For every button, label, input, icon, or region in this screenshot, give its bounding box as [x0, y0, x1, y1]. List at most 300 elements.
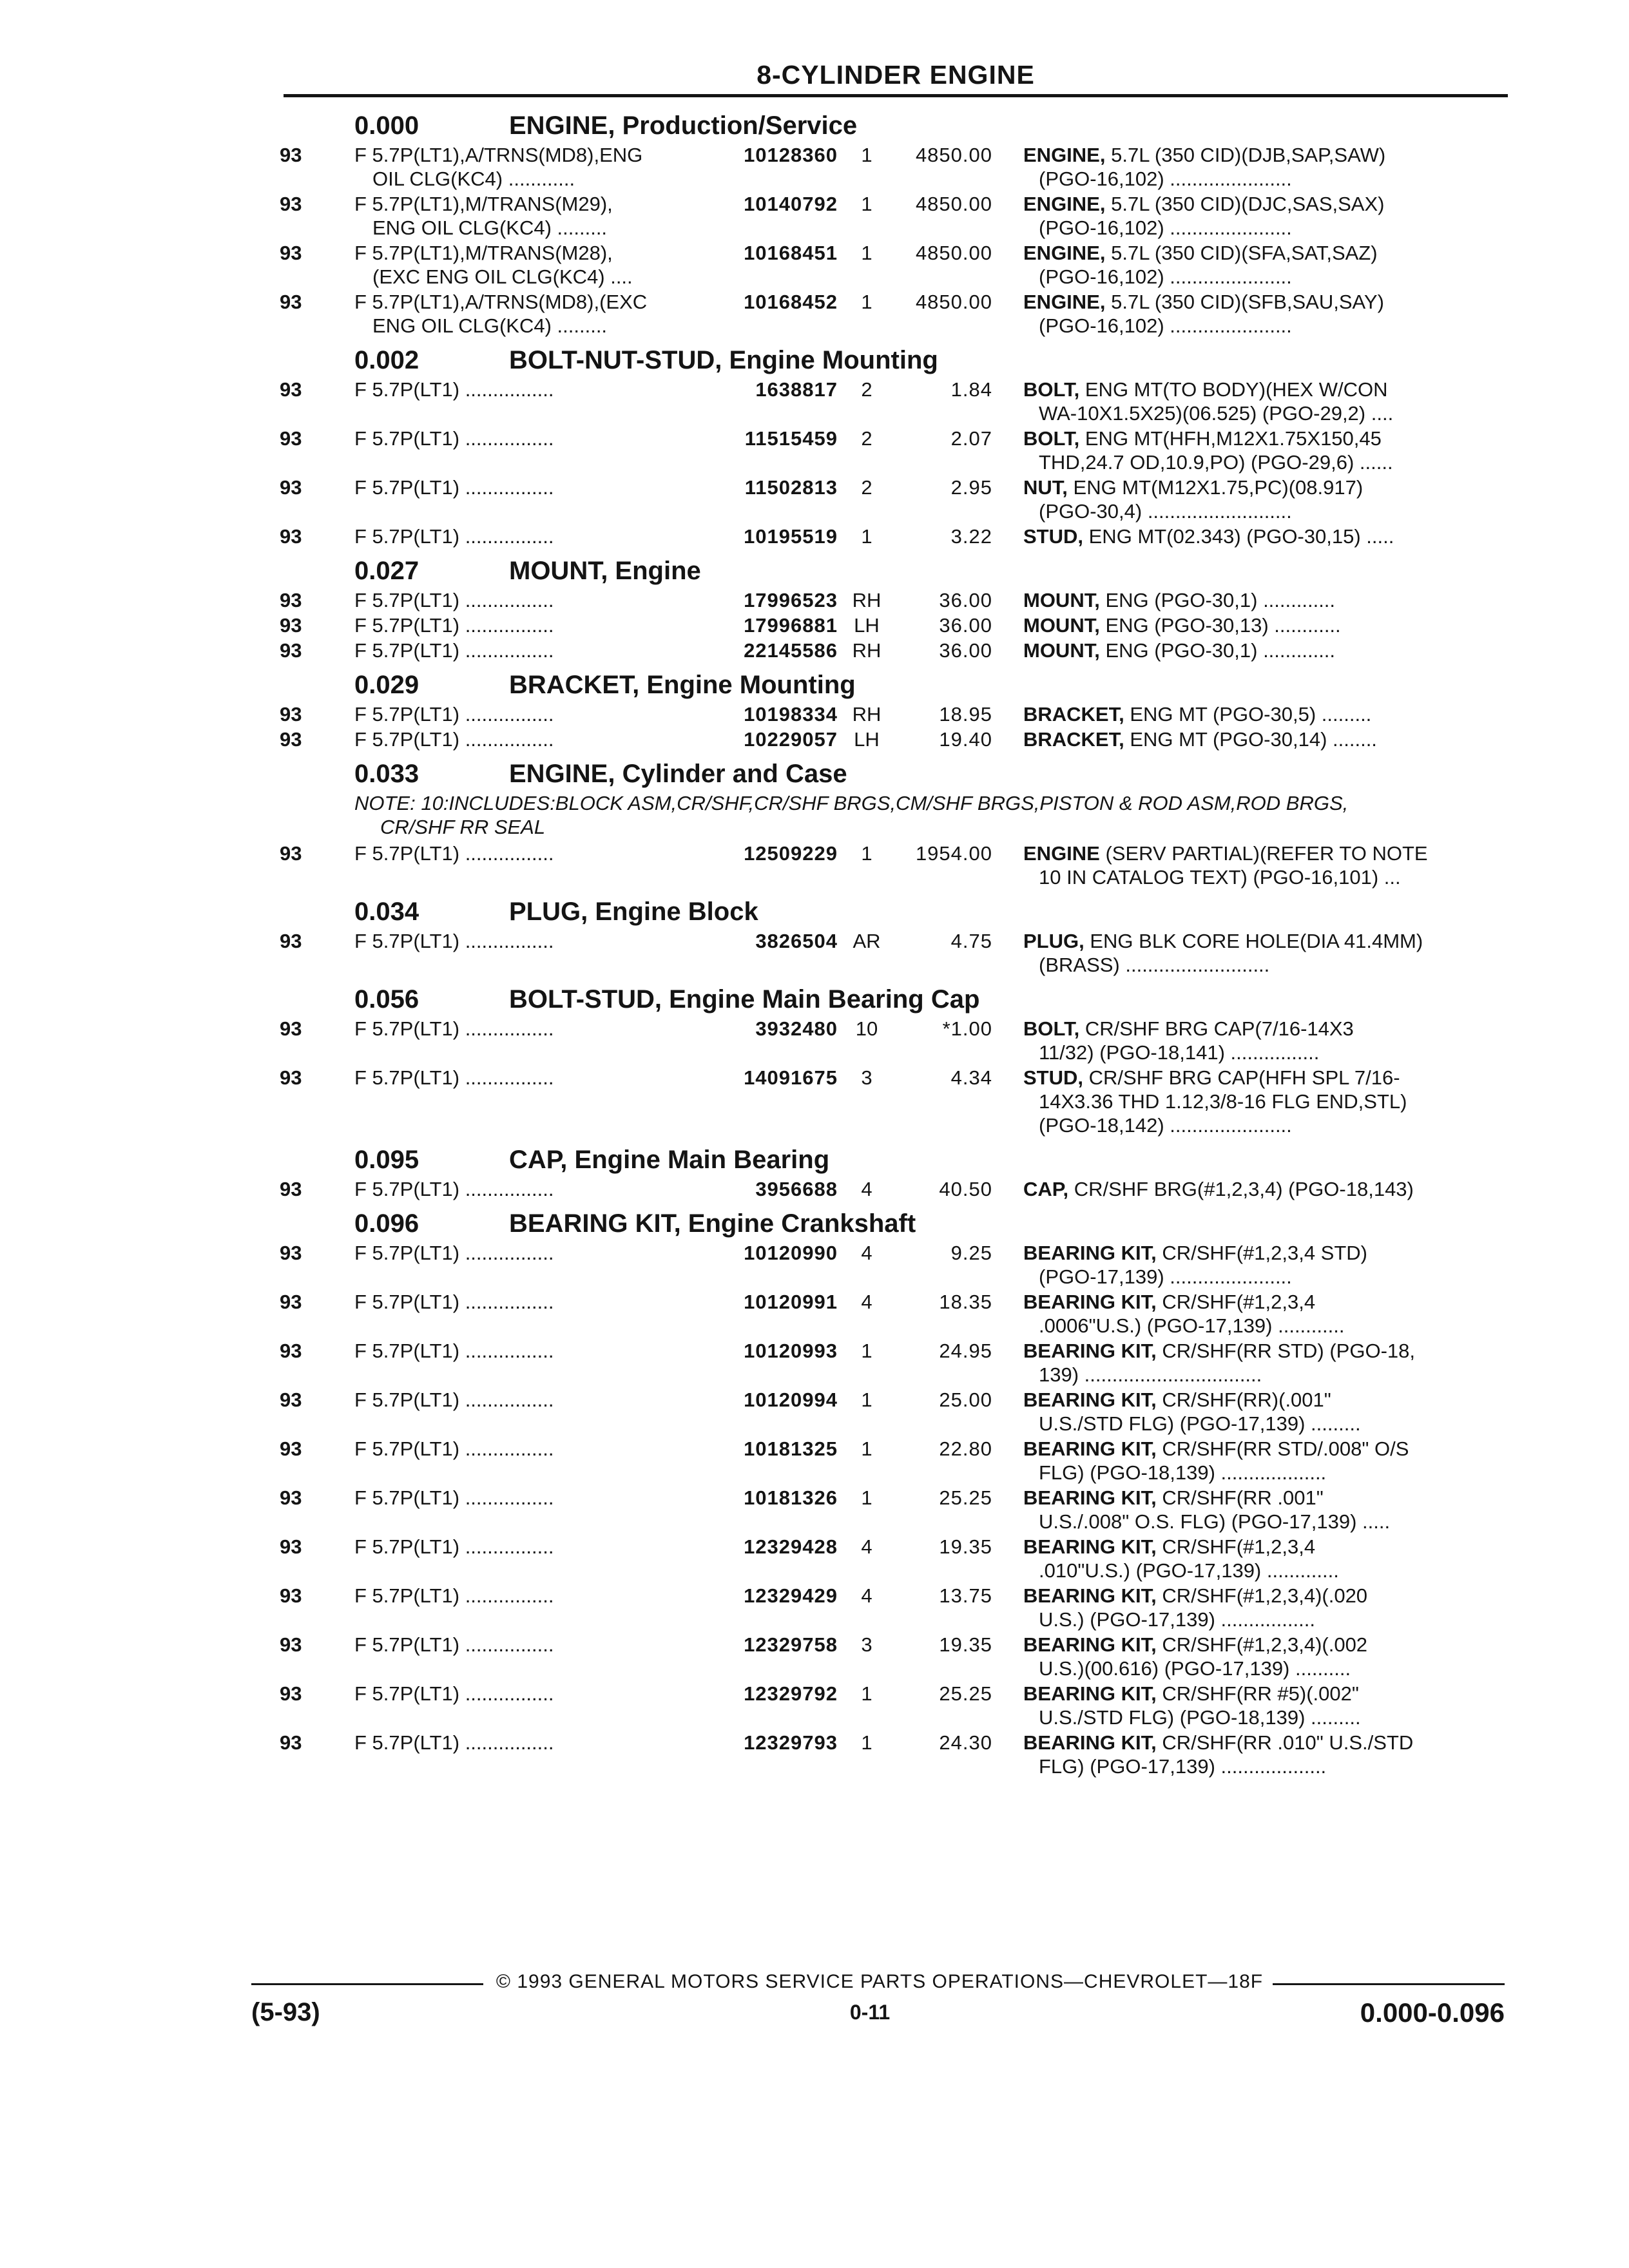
part-name-text: ENG MT(HFH,M12X1.75X150,45 — [1084, 427, 1382, 450]
part-row — [251, 1682, 1514, 1729]
application-description — [348, 1437, 702, 1461]
part-name — [992, 1731, 1514, 1778]
price: 2.07 — [950, 427, 992, 450]
part-row — [251, 1066, 1514, 1137]
part-name-continuation: (PGO-16,102) ...................... — [1039, 314, 1292, 337]
section-title: ENGINE, Cylinder and Case — [509, 760, 847, 788]
application-description — [348, 290, 702, 338]
part-row — [251, 929, 1514, 977]
quantity: 1 — [861, 842, 872, 865]
quantity: 1 — [861, 1682, 872, 1705]
part-name-text: CR/SHF(RR STD) (PGO-18, — [1162, 1340, 1415, 1362]
price: 4.75 — [950, 930, 992, 952]
part-row — [251, 1437, 1514, 1485]
quantity: 4 — [861, 1291, 872, 1313]
quantity: 4 — [861, 1584, 872, 1607]
part-row — [251, 1177, 1514, 1201]
part-name-line — [1023, 1388, 1508, 1412]
application-description — [348, 1177, 702, 1201]
part-number: 3826504 — [755, 930, 838, 952]
application-description — [348, 1633, 702, 1657]
part-name-continuation: FLG) (PGO-18,139) ................... — [1039, 1461, 1327, 1484]
quantity: AR — [853, 930, 881, 952]
section-title: CAP, Engine Main Bearing — [509, 1146, 830, 1174]
price: 36.00 — [939, 639, 992, 662]
quantity: LH — [854, 614, 880, 637]
part-row — [251, 290, 1514, 338]
part-name-keyword: BEARING KIT, — [1023, 1291, 1157, 1313]
quantity: 1 — [861, 1731, 872, 1754]
section-title: BRACKET, Engine Mounting — [509, 671, 856, 699]
part-name — [992, 1066, 1514, 1137]
part-name-keyword: BEARING KIT, — [1023, 1731, 1157, 1754]
section-header — [251, 339, 1514, 378]
part-name — [992, 524, 1514, 548]
footer-rule-left — [251, 1983, 483, 1985]
description-line: F 5.7P(LT1) ................ — [354, 1437, 554, 1460]
part-name-text: ENG BLK CORE HOLE(DIA 41.4MM) — [1090, 930, 1423, 952]
price: *1.00 — [942, 1017, 992, 1040]
part-row — [251, 1486, 1514, 1533]
part-number: 10128360 — [744, 144, 838, 166]
description-line: F 5.7P(LT1),A/TRNS(MD8),(EXC — [354, 291, 648, 313]
quantity: 3 — [861, 1066, 872, 1089]
application-description — [348, 613, 702, 637]
part-number: 10120990 — [744, 1242, 838, 1264]
part-row — [251, 1731, 1514, 1778]
part-row — [251, 476, 1514, 523]
part-row — [251, 143, 1514, 191]
section — [251, 890, 1514, 977]
part-name — [992, 143, 1514, 191]
application-description — [348, 192, 702, 240]
part-name — [992, 1535, 1514, 1582]
quantity: 1 — [861, 525, 872, 548]
part-name-line — [1023, 1290, 1508, 1314]
part-row — [251, 1633, 1514, 1680]
part-row — [251, 727, 1514, 751]
part-number: 10195519 — [744, 525, 838, 548]
part-name-line — [1023, 702, 1508, 726]
section-header — [251, 550, 1514, 588]
model-year: 93 — [280, 242, 302, 264]
application-description — [348, 1682, 702, 1706]
part-number: 12509229 — [744, 842, 838, 865]
part-name-line — [1023, 1017, 1508, 1041]
part-name — [992, 1437, 1514, 1485]
part-name — [992, 192, 1514, 240]
model-year: 93 — [280, 728, 302, 751]
part-name-continuation: U.S./STD FLG) (PGO-17,139) ......... — [1039, 1412, 1361, 1435]
price: 18.35 — [939, 1291, 992, 1313]
part-name-keyword: BEARING KIT, — [1023, 1486, 1157, 1509]
part-name-text: ENG MT(02.343) (PGO-30,15) ..... — [1088, 525, 1394, 548]
description-line: F 5.7P(LT1) ................ — [354, 1486, 554, 1509]
part-name-line — [1023, 1177, 1508, 1201]
section — [251, 753, 1514, 889]
model-year: 93 — [280, 427, 302, 450]
part-name-line — [1023, 639, 1508, 662]
part-name-text: ENG (PGO-30,1) ............. — [1105, 639, 1336, 662]
model-year: 93 — [280, 1535, 302, 1558]
description-line: OIL CLG(KC4) ............ — [372, 168, 575, 190]
part-name-text: CR/SHF(#1,2,3,4 — [1162, 1535, 1316, 1558]
section-number: 0.002 — [354, 346, 419, 374]
section-header — [251, 890, 1514, 929]
part-name-continuation: U.S./.008" O.S. FLG) (PGO-17,139) ..... — [1039, 1510, 1391, 1533]
part-name-keyword: MOUNT, — [1023, 589, 1100, 611]
part-name-keyword: BEARING KIT, — [1023, 1584, 1157, 1607]
price: 13.75 — [939, 1584, 992, 1607]
part-name-line — [1023, 1682, 1508, 1706]
part-name-line — [1023, 929, 1508, 953]
price: 19.35 — [939, 1535, 992, 1558]
part-number: 3932480 — [755, 1017, 838, 1040]
part-name-keyword: CAP, — [1023, 1178, 1069, 1200]
application-description — [348, 524, 702, 548]
section-title: MOUNT, Engine — [509, 557, 701, 585]
quantity: 1 — [861, 1389, 872, 1411]
price: 3.22 — [950, 525, 992, 548]
application-description — [348, 639, 702, 662]
model-year: 93 — [280, 525, 302, 548]
quantity: RH — [852, 639, 882, 662]
section-number: 0.000 — [354, 111, 419, 140]
quantity: RH — [852, 589, 882, 611]
part-name-continuation: (PGO-16,102) ...................... — [1039, 168, 1292, 190]
model-year: 93 — [280, 930, 302, 952]
part-name-continuation: U.S.) (PGO-17,139) ................. — [1039, 1608, 1315, 1631]
part-name-line — [1023, 613, 1508, 637]
part-name-text: CR/SHF(#1,2,3,4)(.002 — [1162, 1633, 1368, 1656]
part-number: 11502813 — [744, 476, 838, 499]
part-name-keyword: MOUNT, — [1023, 614, 1100, 637]
part-number: 10198334 — [744, 703, 838, 726]
part-name-text: ENG MT(TO BODY)(HEX W/CON — [1084, 378, 1388, 401]
application-description — [348, 476, 702, 499]
part-number: 12329793 — [744, 1731, 838, 1754]
parts-list — [251, 104, 1514, 1780]
application-description — [348, 1584, 702, 1608]
part-name-text: ENG MT (PGO-30,14) ........ — [1130, 728, 1377, 751]
part-name-text: CR/SHF(RR .010" U.S./STD — [1162, 1731, 1414, 1754]
description-line: F 5.7P(LT1) ................ — [354, 1242, 554, 1264]
part-name-keyword: BEARING KIT, — [1023, 1242, 1157, 1264]
model-year: 93 — [280, 144, 302, 166]
price: 24.95 — [939, 1340, 992, 1362]
application-description — [348, 702, 702, 726]
quantity: 1 — [861, 291, 872, 313]
section-number: 0.096 — [354, 1209, 419, 1238]
price: 1954.00 — [915, 842, 992, 865]
part-name-line — [1023, 1633, 1508, 1657]
section-header — [251, 1202, 1514, 1241]
description-line: F 5.7P(LT1) ................ — [354, 1731, 554, 1754]
section-note — [251, 791, 1514, 839]
section-title: PLUG, Engine Block — [509, 898, 758, 926]
part-name-text: CR/SHF(#1,2,3,4 — [1162, 1291, 1316, 1313]
application-description — [348, 143, 702, 191]
part-name-continuation: 14X3.36 THD 1.12,3/8-16 FLG END,STL) — [1039, 1090, 1407, 1113]
footer-section-range: 0.000-0.096 — [1360, 1997, 1505, 2028]
part-name-keyword: BEARING KIT, — [1023, 1633, 1157, 1656]
description-line: F 5.7P(LT1) ................ — [354, 639, 554, 662]
quantity: 1 — [861, 193, 872, 215]
footer-revision-date: (5-93) — [251, 1998, 320, 2026]
description-line: F 5.7P(LT1) ................ — [354, 728, 554, 751]
price: 4850.00 — [915, 144, 992, 166]
part-name-keyword: STUD, — [1023, 525, 1083, 548]
part-number: 10229057 — [744, 728, 838, 751]
part-row — [251, 1535, 1514, 1582]
part-number: 11515459 — [744, 427, 838, 450]
part-row — [251, 1290, 1514, 1338]
part-row — [251, 524, 1514, 548]
section-number: 0.095 — [354, 1146, 419, 1174]
section-header — [251, 1139, 1514, 1177]
part-number: 12329792 — [744, 1682, 838, 1705]
price: 19.35 — [939, 1633, 992, 1656]
quantity: 1 — [861, 144, 872, 166]
quantity: 1 — [861, 1340, 872, 1362]
part-name-continuation: .010"U.S.) (PGO-17,139) ............. — [1039, 1559, 1339, 1582]
part-name-continuation: (PGO-17,139) ...................... — [1039, 1265, 1292, 1288]
section — [251, 1139, 1514, 1201]
description-line: F 5.7P(LT1) ................ — [354, 1389, 554, 1411]
part-name-keyword: BRACKET, — [1023, 703, 1124, 726]
part-number: 10181325 — [744, 1437, 838, 1460]
part-name-continuation: (PGO-16,102) ...................... — [1039, 216, 1292, 239]
part-name-keyword: BRACKET, — [1023, 728, 1124, 751]
price: 4850.00 — [915, 291, 992, 313]
quantity: 4 — [861, 1242, 872, 1264]
model-year: 93 — [280, 1178, 302, 1200]
part-name-text: CR/SHF BRG CAP(7/16-14X3 — [1084, 1017, 1354, 1040]
part-number: 3956688 — [755, 1178, 838, 1200]
part-name-text: ENG MT(M12X1.75,PC)(08.917) — [1073, 476, 1364, 499]
model-year: 93 — [280, 589, 302, 611]
application-description — [348, 1017, 702, 1041]
model-year: 93 — [280, 1682, 302, 1705]
model-year: 93 — [280, 291, 302, 313]
description-line: F 5.7P(LT1) ................ — [354, 703, 554, 726]
description-line: F 5.7P(LT1) ................ — [354, 1017, 554, 1040]
price: 36.00 — [939, 614, 992, 637]
section — [251, 1202, 1514, 1778]
part-name — [992, 378, 1514, 425]
price: 25.25 — [939, 1486, 992, 1509]
part-name-text: CR/SHF(RR .001" — [1162, 1486, 1324, 1509]
section-title: ENGINE, Production/Service — [509, 111, 858, 140]
section — [251, 978, 1514, 1137]
part-name-keyword: BOLT, — [1023, 1017, 1080, 1040]
part-name — [992, 1177, 1514, 1201]
part-number: 1638817 — [755, 378, 838, 401]
part-row — [251, 1241, 1514, 1289]
part-number: 10120994 — [744, 1389, 838, 1411]
part-number: 10168451 — [744, 242, 838, 264]
part-number: 22145586 — [744, 639, 838, 662]
part-name — [992, 476, 1514, 523]
part-name — [992, 588, 1514, 612]
part-name — [992, 702, 1514, 726]
part-name-continuation: (BRASS) .......................... — [1039, 954, 1270, 976]
part-row — [251, 1339, 1514, 1387]
quantity: 2 — [861, 378, 872, 401]
application-description — [348, 1535, 702, 1559]
part-name-keyword: PLUG, — [1023, 930, 1084, 952]
price: 4850.00 — [915, 242, 992, 264]
application-description — [348, 588, 702, 612]
section-header — [251, 104, 1514, 143]
model-year: 93 — [280, 1242, 302, 1264]
model-year: 93 — [280, 639, 302, 662]
part-row — [251, 241, 1514, 289]
model-year: 93 — [280, 1017, 302, 1040]
application-description — [348, 1241, 702, 1265]
model-year: 93 — [280, 614, 302, 637]
part-name-text: 5.7L (350 CID)(DJB,SAP,SAW) — [1111, 144, 1386, 166]
description-line: F 5.7P(LT1) ................ — [354, 427, 554, 450]
part-name-keyword: NUT, — [1023, 476, 1068, 499]
part-name-text: 5.7L (350 CID)(DJC,SAS,SAX) — [1111, 193, 1385, 215]
application-description — [348, 1486, 702, 1510]
part-name — [992, 1017, 1514, 1064]
part-name-keyword: BOLT, — [1023, 427, 1080, 450]
part-name-text: CR/SHF(RR STD/.008" O/S — [1162, 1437, 1409, 1460]
section-number: 0.033 — [354, 760, 419, 788]
application-description — [348, 1731, 702, 1754]
part-row — [251, 1388, 1514, 1436]
price: 40.50 — [939, 1178, 992, 1200]
model-year: 93 — [280, 1340, 302, 1362]
model-year: 93 — [280, 476, 302, 499]
quantity: 4 — [861, 1178, 872, 1200]
quantity: 4 — [861, 1535, 872, 1558]
section — [251, 550, 1514, 662]
quantity: 1 — [861, 1486, 872, 1509]
part-name-line — [1023, 1584, 1508, 1608]
part-name-text: CR/SHF(RR)(.001" — [1162, 1389, 1331, 1411]
section-number: 0.027 — [354, 557, 419, 585]
part-name-line — [1023, 192, 1508, 216]
price: 24.30 — [939, 1731, 992, 1754]
part-name — [992, 1388, 1514, 1436]
description-line: F 5.7P(LT1) ................ — [354, 614, 554, 637]
part-name-continuation: (PGO-16,102) ...................... — [1039, 265, 1292, 288]
model-year: 93 — [280, 193, 302, 215]
section — [251, 339, 1514, 548]
description-line: F 5.7P(LT1) ................ — [354, 525, 554, 548]
part-name-line — [1023, 476, 1508, 499]
part-name-keyword: ENGINE, — [1023, 144, 1106, 166]
model-year: 93 — [280, 1584, 302, 1607]
section-number: 0.029 — [354, 671, 419, 699]
part-name — [992, 1584, 1514, 1631]
model-year: 93 — [280, 703, 302, 726]
part-name — [992, 1339, 1514, 1387]
description-line: F 5.7P(LT1) ................ — [354, 1066, 554, 1089]
part-name-text: CR/SHF(RR #5)(.002" — [1162, 1682, 1359, 1705]
part-name-continuation: 10 IN CATALOG TEXT) (PGO-16,101) ... — [1039, 866, 1401, 889]
part-name-continuation: .0006"U.S.) (PGO-17,139) ............ — [1039, 1314, 1345, 1337]
part-name-line — [1023, 524, 1508, 548]
part-name-line — [1023, 1066, 1508, 1090]
description-line: ENG OIL CLG(KC4) ......... — [372, 314, 608, 337]
model-year: 93 — [280, 1291, 302, 1313]
part-row — [251, 588, 1514, 612]
description-line: F 5.7P(LT1) ................ — [354, 1535, 554, 1558]
application-description — [348, 427, 702, 450]
description-line: F 5.7P(LT1) ................ — [354, 1584, 554, 1607]
section-header — [251, 753, 1514, 791]
part-name-text: CR/SHF(#1,2,3,4)(.020 — [1162, 1584, 1368, 1607]
note-line: CR/SHF RR SEAL — [380, 816, 546, 838]
part-name-keyword: BEARING KIT, — [1023, 1437, 1157, 1460]
part-name-line — [1023, 727, 1508, 751]
model-year: 93 — [280, 1389, 302, 1411]
part-name-text: CR/SHF BRG(#1,2,3,4) (PGO-18,143) — [1074, 1178, 1414, 1200]
title-rule — [284, 94, 1508, 97]
part-row — [251, 613, 1514, 637]
section-title: BOLT-NUT-STUD, Engine Mounting — [509, 346, 938, 374]
model-year: 93 — [280, 378, 302, 401]
description-line: F 5.7P(LT1) ................ — [354, 378, 554, 401]
part-name — [992, 929, 1514, 977]
part-name-continuation: U.S.)(00.616) (PGO-17,139) .......... — [1039, 1657, 1351, 1680]
part-name-text: ENG (PGO-30,1) ............. — [1105, 589, 1336, 611]
description-line: F 5.7P(LT1) ................ — [354, 1682, 554, 1705]
part-name-text: 5.7L (350 CID)(SFB,SAU,SAY) — [1111, 291, 1384, 313]
part-row — [251, 639, 1514, 662]
quantity: RH — [852, 703, 882, 726]
part-name-line — [1023, 143, 1508, 167]
part-name-continuation: (PGO-18,142) ...................... — [1039, 1114, 1292, 1137]
price: 9.25 — [950, 1242, 992, 1264]
application-description — [348, 1066, 702, 1090]
description-line: F 5.7P(LT1) ................ — [354, 476, 554, 499]
price: 25.00 — [939, 1389, 992, 1411]
part-name — [992, 1486, 1514, 1533]
note-line: NOTE: 10:INCLUDES:BLOCK ASM,CR/SHF,CR/SHF BRGS,CM/SHF BRGS,PISTON & ROD ASM,ROD BRGS, — [354, 792, 1349, 814]
part-name-keyword: ENGINE, — [1023, 193, 1106, 215]
price: 1.84 — [950, 378, 992, 401]
section-number: 0.056 — [354, 985, 419, 1014]
quantity: LH — [854, 728, 880, 751]
part-name-line — [1023, 290, 1508, 314]
part-number: 10140792 — [744, 193, 838, 215]
section — [251, 104, 1514, 338]
quantity: 1 — [861, 242, 872, 264]
part-name-keyword: BOLT, — [1023, 378, 1080, 401]
part-row — [251, 378, 1514, 425]
part-name — [992, 841, 1514, 889]
quantity: 2 — [861, 476, 872, 499]
part-name-continuation: 11/32) (PGO-18,141) ................ — [1039, 1041, 1320, 1064]
section-header — [251, 978, 1514, 1017]
price: 18.95 — [939, 703, 992, 726]
part-number: 10120991 — [744, 1291, 838, 1313]
part-name-line — [1023, 1731, 1508, 1754]
model-year: 93 — [280, 1633, 302, 1656]
application-description — [348, 1339, 702, 1363]
part-row — [251, 192, 1514, 240]
part-name-keyword: MOUNT, — [1023, 639, 1100, 662]
section-number: 0.034 — [354, 898, 419, 926]
description-line: F 5.7P(LT1),M/TRANS(M28), — [354, 242, 613, 264]
quantity: 3 — [861, 1633, 872, 1656]
model-year: 93 — [280, 1437, 302, 1460]
